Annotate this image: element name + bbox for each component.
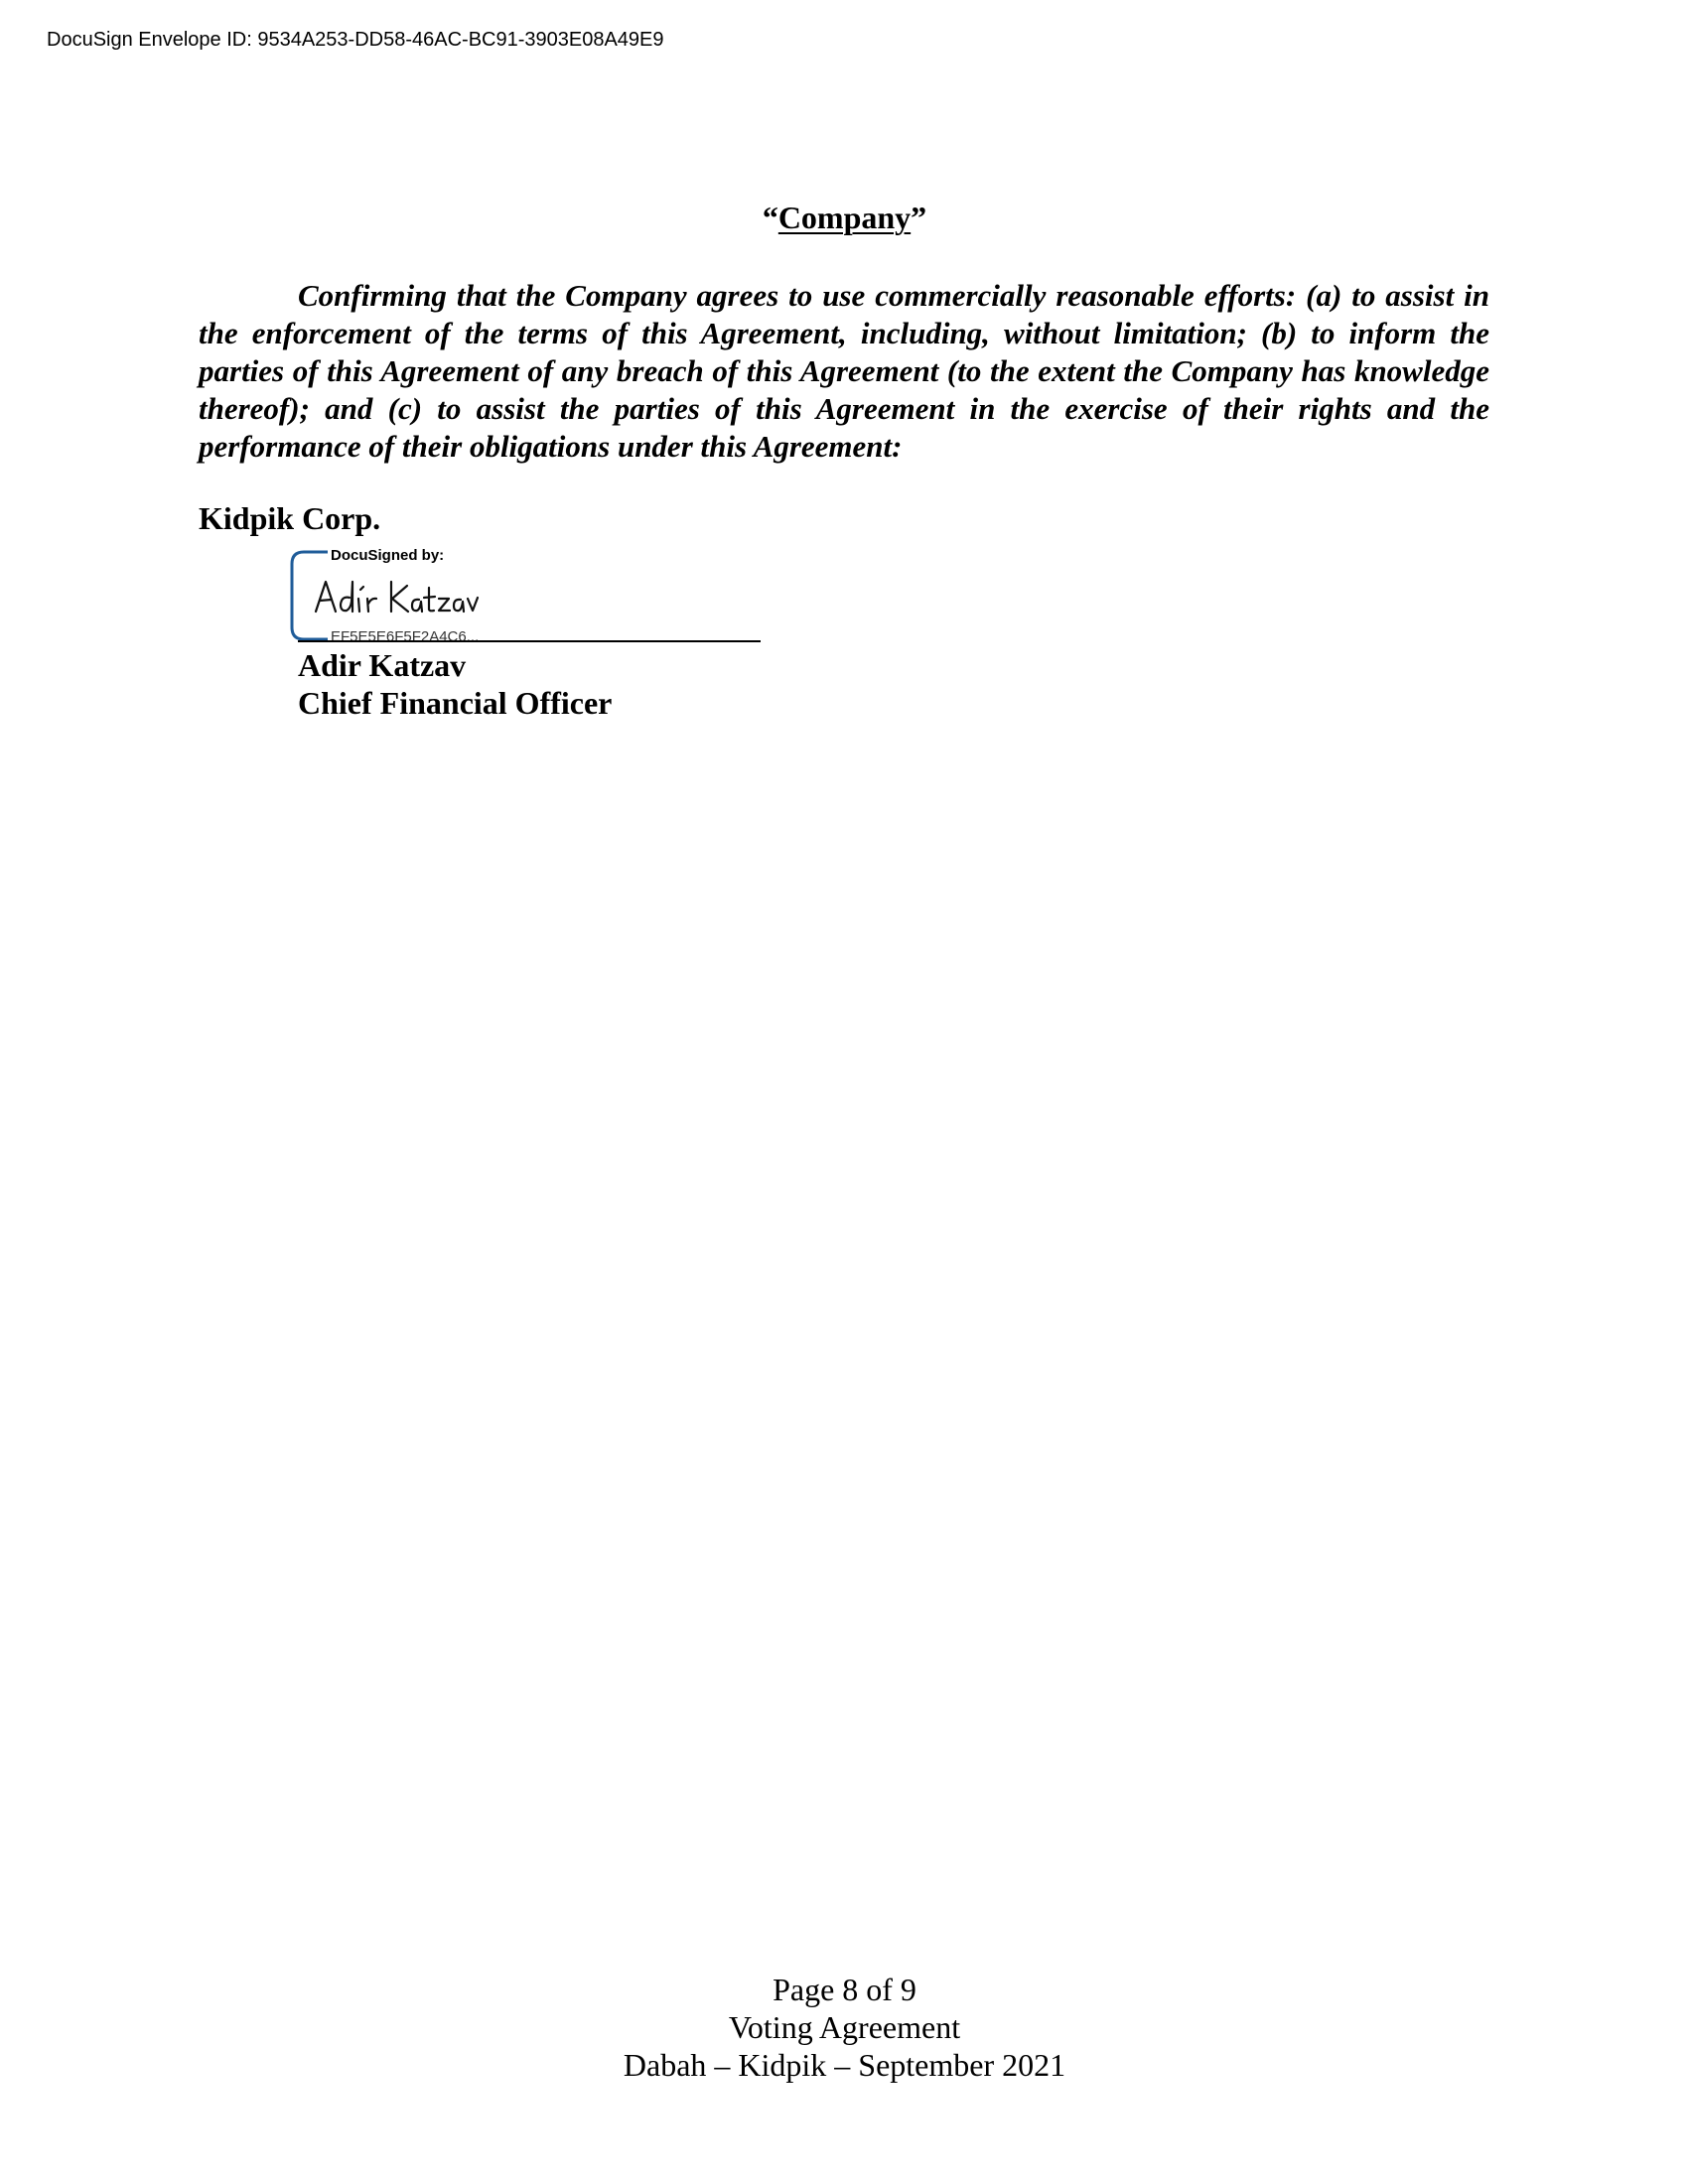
handwritten-signature: [312, 574, 481, 623]
heading-close-quote: ”: [911, 200, 927, 235]
docusign-id: EF5E5E6F5F2A4C6...: [331, 628, 480, 645]
footer-parties-date: Dabah – Kidpik – September 2021: [623, 2047, 1066, 2083]
page-footer: [0, 1971, 1689, 2084]
docusigned-by-label: DocuSigned by:: [331, 547, 445, 564]
heading-open-quote: “: [762, 200, 778, 235]
company-name: Kidpik Corp.: [199, 500, 381, 536]
signer-name: Adir Katzav: [298, 647, 467, 683]
envelope-id: DocuSign Envelope ID: 9534A253-DD58-46AC-BC91-3903E08A49E9: [47, 29, 664, 51]
signature-line: [298, 640, 761, 642]
heading-text: Company: [777, 200, 912, 235]
signer-title: Chief Financial Officer: [298, 685, 613, 721]
footer-document-title: Voting Agreement: [728, 2009, 961, 2045]
confirmation-paragraph: Confirming that the Company agrees to use commercially reasonable efforts: (a) to assist in the enforcement of the terms of this Agreement, including, without limitation; (b) to inform the parties of this Agreement of any breach of this Agreement (to the extent the Company has knowledge thereof); and (c) to assist the parties of this Agreement in the exercise of their rights and the performance of their obligations under this Agreement:: [199, 278, 1489, 464]
section-heading: [0, 199, 1689, 236]
footer-page-number: Page 8 of 9: [773, 1972, 916, 2007]
